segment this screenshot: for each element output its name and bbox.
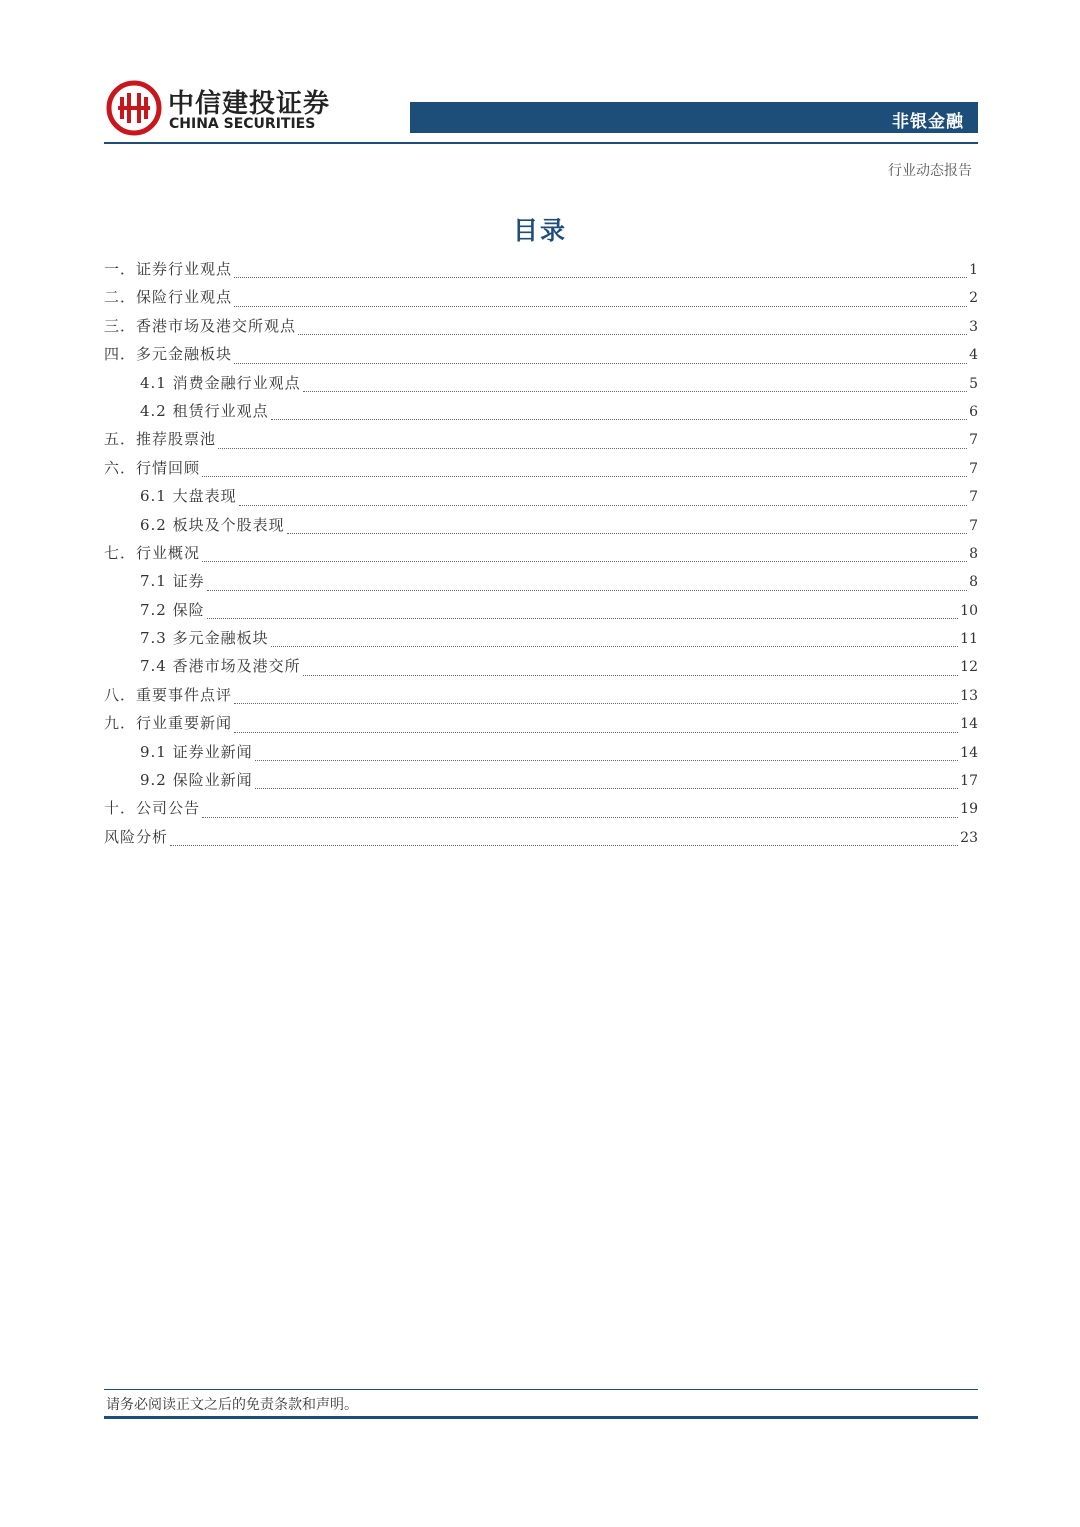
toc-leader-dots [298, 333, 967, 335]
toc-leader-dots [202, 560, 967, 562]
toc-entry[interactable] [104, 514, 978, 542]
toc-leader-dots [234, 702, 958, 704]
toc-entry-page: 8 [969, 545, 978, 562]
toc-leader-dots [207, 617, 959, 619]
toc-entry-label: 十．公司公告 [104, 799, 201, 818]
toc-entry-label: 7.3 多元金融板块 [140, 629, 269, 648]
toc-leader-dots [287, 532, 967, 534]
toc-entry[interactable] [104, 372, 978, 400]
toc-entry-page: 5 [969, 375, 978, 392]
toc-entry-page: 7 [969, 460, 978, 477]
footer-divider-top [104, 1389, 978, 1390]
toc-entry[interactable] [104, 343, 978, 371]
header-divider [104, 142, 978, 144]
toc-entry-page: 14 [960, 716, 978, 733]
toc-entry-page: 17 [960, 773, 978, 790]
toc-entry-page: 7 [969, 432, 978, 449]
toc-entry-page: 23 [960, 829, 978, 846]
toc-entry-label: 七．行业概况 [104, 543, 201, 562]
toc-entry-page: 4 [969, 347, 978, 364]
toc-entry[interactable] [104, 570, 978, 598]
toc-entry-page: 7 [969, 517, 978, 534]
toc-entry[interactable] [104, 655, 978, 683]
toc-entry[interactable] [104, 258, 978, 286]
toc-entry-label: 6.1 大盘表现 [140, 487, 237, 506]
toc-leader-dots [303, 674, 959, 676]
toc-entry-page: 2 [969, 290, 978, 307]
toc-entry-page: 19 [960, 801, 978, 818]
toc-leader-dots [202, 816, 958, 818]
toc-leader-dots [303, 390, 967, 392]
toc-entry-page: 8 [969, 574, 978, 591]
toc-entry[interactable] [104, 797, 978, 825]
toc-entry-label: 四．多元金融板块 [104, 345, 233, 364]
toc-entry-page: 6 [969, 403, 978, 420]
toc-entry-page: 3 [969, 318, 978, 335]
toc-entry[interactable] [104, 627, 978, 655]
toc-leader-dots [234, 731, 958, 733]
china-securities-logo-icon [106, 80, 162, 136]
toc-leader-dots [202, 475, 967, 477]
toc-entry-label: 五．推荐股票池 [104, 430, 217, 449]
toc-entry[interactable] [104, 712, 978, 740]
toc-entry-label: 7.2 保险 [140, 600, 205, 619]
toc-entry-label: 9.1 证券业新闻 [140, 742, 253, 761]
toc-entry-label: 六．行情回顾 [104, 458, 201, 477]
toc-leader-dots [255, 787, 959, 789]
toc-entry-label: 4.2 租赁行业观点 [140, 401, 269, 420]
toc-title: 目录 [512, 216, 567, 245]
toc-entry[interactable] [104, 457, 978, 485]
toc-entry-label: 4.1 消费金融行业观点 [140, 373, 301, 392]
toc-entry[interactable] [104, 684, 978, 712]
toc-entry-label: 风险分析 [104, 827, 169, 846]
toc-entry-label: 八．重要事件点评 [104, 685, 233, 704]
toc-entry-page: 7 [969, 489, 978, 506]
toc-leader-dots [255, 759, 959, 761]
toc-entry[interactable] [104, 599, 978, 627]
toc-entry[interactable] [104, 826, 978, 854]
brand-name-en: CHINA SECURITIES [169, 116, 316, 132]
toc-entry[interactable] [104, 769, 978, 797]
toc-leader-dots [218, 447, 967, 449]
toc-entry-label: 二．保险行业观点 [104, 288, 233, 307]
toc-entry[interactable] [104, 315, 978, 343]
sector-banner [410, 102, 978, 133]
toc-entry[interactable] [104, 485, 978, 513]
toc-entry-page: 13 [960, 687, 978, 704]
toc-leader-dots [207, 589, 967, 591]
toc-entry-page: 1 [969, 262, 978, 278]
toc-entry-label: 9.2 保险业新闻 [140, 771, 253, 790]
brand-name-cn: 中信建投证券 [168, 89, 331, 119]
toc-entry-label: 三．香港市场及港交所观点 [104, 316, 297, 335]
toc-leader-dots [234, 305, 967, 307]
toc-leader-dots [271, 418, 967, 420]
brand-logo [106, 80, 346, 140]
toc-entry[interactable] [104, 741, 978, 769]
toc-entry[interactable] [104, 286, 978, 314]
toc-leader-dots [170, 844, 958, 846]
toc-entry[interactable] [104, 428, 978, 456]
toc-entry-label: 7.1 证券 [140, 572, 205, 591]
toc-entry-label: 九．行业重要新闻 [104, 714, 233, 733]
toc-entry[interactable] [104, 400, 978, 428]
toc-entry-page: 10 [960, 602, 978, 619]
toc-entry-label: 一．证券行业观点 [104, 260, 233, 278]
toc-entry-page: 12 [960, 659, 978, 676]
toc-entry-page: 11 [960, 631, 978, 648]
toc-leader-dots [239, 504, 967, 506]
toc-leader-dots [234, 362, 967, 364]
footer-divider-bottom [104, 1416, 978, 1419]
toc-entry-page: 14 [960, 744, 978, 761]
toc-entry-label: 6.2 板块及个股表现 [140, 515, 285, 534]
report-type: 行业动态报告 [888, 163, 972, 179]
table-of-contents [104, 258, 978, 854]
toc-leader-dots [234, 276, 967, 278]
toc-entry-label: 7.4 香港市场及港交所 [140, 657, 301, 676]
footer-disclaimer: 请务必阅读正文之后的免责条款和声明。 [106, 1397, 358, 1413]
toc-entry[interactable] [104, 542, 978, 570]
toc-leader-dots [271, 645, 959, 647]
sector-label: 非银金融 [892, 112, 964, 132]
